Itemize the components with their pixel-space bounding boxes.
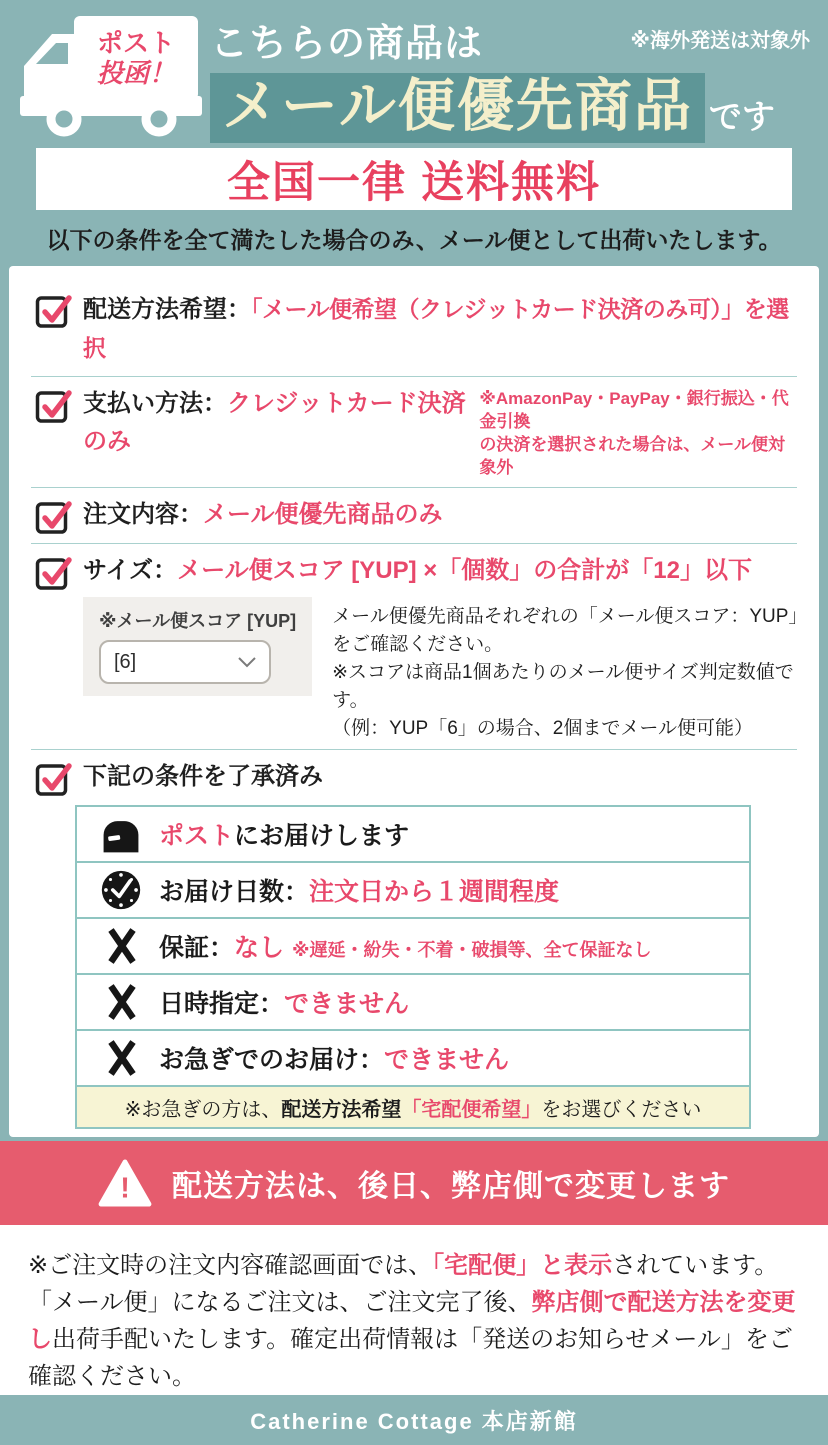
- term-value: できません: [384, 1046, 510, 1074]
- condition-label: 支払い方法：: [83, 390, 227, 417]
- yup-desc-line2: ※スコアは商品1個あたりのメール便サイズ判定数値です。: [332, 662, 794, 711]
- term-text: にお届けします: [234, 822, 410, 850]
- term-row-express-note: [77, 1087, 749, 1127]
- note-paragraph-2: [28, 1284, 800, 1395]
- condition-agreement: [9, 754, 819, 801]
- checkbox-icon: [35, 761, 71, 797]
- cross-icon: [97, 982, 145, 1022]
- note-paragraph-1: [28, 1247, 800, 1284]
- term-label: お急ぎでのお届け：: [159, 1046, 385, 1074]
- condition-shipping-method: [9, 286, 819, 372]
- term-label: 保証：: [159, 934, 235, 962]
- condition-label: 注文内容：: [83, 501, 203, 528]
- condition-value: 「メール便希望（クレジットカード決済のみ可）」を選択: [83, 296, 789, 361]
- payment-exclusion-note: [479, 387, 801, 479]
- term-row-post-delivery: [77, 807, 749, 863]
- divider: [31, 543, 797, 544]
- delivery-truck-icon: [16, 12, 206, 140]
- term-label: お届け日数：: [159, 878, 310, 906]
- express-note-suffix: をお選びください: [541, 1098, 702, 1121]
- term-value: なし: [234, 934, 285, 962]
- note-text: ※ご注文時の注文内容確認画面では、: [28, 1252, 433, 1279]
- checkbox-icon: [35, 555, 71, 591]
- checkbox-icon: [35, 499, 71, 535]
- yup-selected-value: [6]: [114, 650, 137, 673]
- yup-desc-line1: メール便優先商品それぞれの「メール便スコア：YUP」をご確認ください。: [332, 606, 798, 655]
- condition-label: サイズ：: [83, 557, 178, 584]
- truck-cargo-badge: [74, 16, 198, 100]
- express-note-prefix: ※お急ぎの方は、: [124, 1098, 282, 1121]
- note-text: 出荷手配いたします。確定出荷情報は「発送のお知らせメール」をご確認ください。: [28, 1326, 793, 1390]
- condition-payment-method: [9, 381, 819, 483]
- store-footer: [0, 1395, 828, 1445]
- mailbox-icon: [97, 813, 145, 855]
- yup-score-section: [83, 597, 799, 743]
- hero-header: [0, 0, 828, 148]
- note-text: されています。: [612, 1252, 779, 1279]
- overseas-exclusion-note: ※海外発送は対象外: [630, 30, 810, 52]
- note-emphasis: 弊店側で配送方法を変更し: [28, 1289, 796, 1353]
- clock-icon: [97, 869, 145, 911]
- divider: [31, 749, 797, 750]
- yup-score-description: [332, 597, 799, 743]
- store-name: Catherine Cottage 本店新館: [250, 1408, 578, 1434]
- condition-label: 配送方法希望：: [83, 296, 251, 323]
- term-value: できません: [284, 990, 410, 1018]
- warranty-note: ※遅延・紛失・不着・破損等、全て保証なし: [292, 940, 652, 960]
- term-row-warranty: [77, 919, 749, 975]
- note-text: 「メール便」になるご注文は、ご注文完了後、: [28, 1289, 532, 1316]
- condition-value: メール便優先商品のみ: [203, 501, 443, 528]
- term-row-express: [77, 1031, 749, 1087]
- checkbox-icon: [35, 293, 71, 329]
- free-shipping-banner: [36, 148, 792, 210]
- hero-intro-line: こちらの商品は: [210, 23, 484, 65]
- term-highlight: ポスト: [159, 822, 235, 850]
- payment-note-line1: ※AmazonPay・PayPay・銀行振込・代金引換: [479, 389, 789, 431]
- post-badge-line1: ポスト: [96, 28, 175, 58]
- condition-value: クレジットカード決済のみ: [83, 390, 466, 455]
- warning-banner: [0, 1141, 828, 1225]
- note-emphasis: 「宅配便」と表示: [432, 1252, 613, 1279]
- chevron-down-icon: [238, 657, 256, 668]
- free-shipping-text: 全国一律 送料無料: [227, 158, 601, 207]
- express-note-bold: 配送方法希望: [281, 1098, 402, 1121]
- yup-score-label: ※メール便スコア [YUP]: [99, 611, 297, 631]
- yup-score-box: [83, 597, 312, 696]
- divider: [31, 487, 797, 488]
- order-confirmation-note: [0, 1225, 828, 1395]
- divider: [31, 376, 797, 377]
- condition-label: 下記の条件を了承済み: [83, 763, 323, 790]
- yup-score-select[interactable]: [99, 640, 271, 684]
- warning-text: 配送方法は、後日、弊店側で変更します: [172, 1170, 730, 1203]
- term-label: 日時指定：: [159, 990, 285, 1018]
- warning-icon: [98, 1159, 152, 1207]
- conditions-intro-text: 以下の条件を全て満たした場合のみ、メール便として出荷いたします。: [46, 226, 782, 253]
- terms-table: [75, 805, 751, 1129]
- post-badge-line2: 投函！: [96, 58, 175, 88]
- cross-icon: [97, 1038, 145, 1078]
- hero-main-title: [210, 73, 775, 143]
- term-row-delivery-days: [77, 863, 749, 919]
- conditions-panel: [9, 266, 819, 1137]
- condition-size: [9, 548, 819, 595]
- checkbox-icon: [35, 388, 71, 424]
- svg-text:!: !: [120, 1172, 130, 1205]
- term-row-datetime: [77, 975, 749, 1031]
- yup-desc-line3: （例：YUP「6」の場合、2個までメール便可能）: [332, 718, 753, 739]
- payment-note-line2: の決済を選択された場合は、メール便対象外: [479, 435, 786, 477]
- condition-value: メール便スコア [YUP] ×「個数」の合計が「12」以下: [177, 557, 752, 584]
- hero-suffix: です: [708, 97, 775, 135]
- cross-icon: [97, 926, 145, 966]
- hero-product-type: メール便優先商品: [210, 73, 705, 143]
- express-note-highlight: 「宅配便希望」: [401, 1098, 542, 1121]
- term-value: 注文日から１週間程度: [309, 878, 560, 906]
- condition-order-contents: [9, 492, 819, 539]
